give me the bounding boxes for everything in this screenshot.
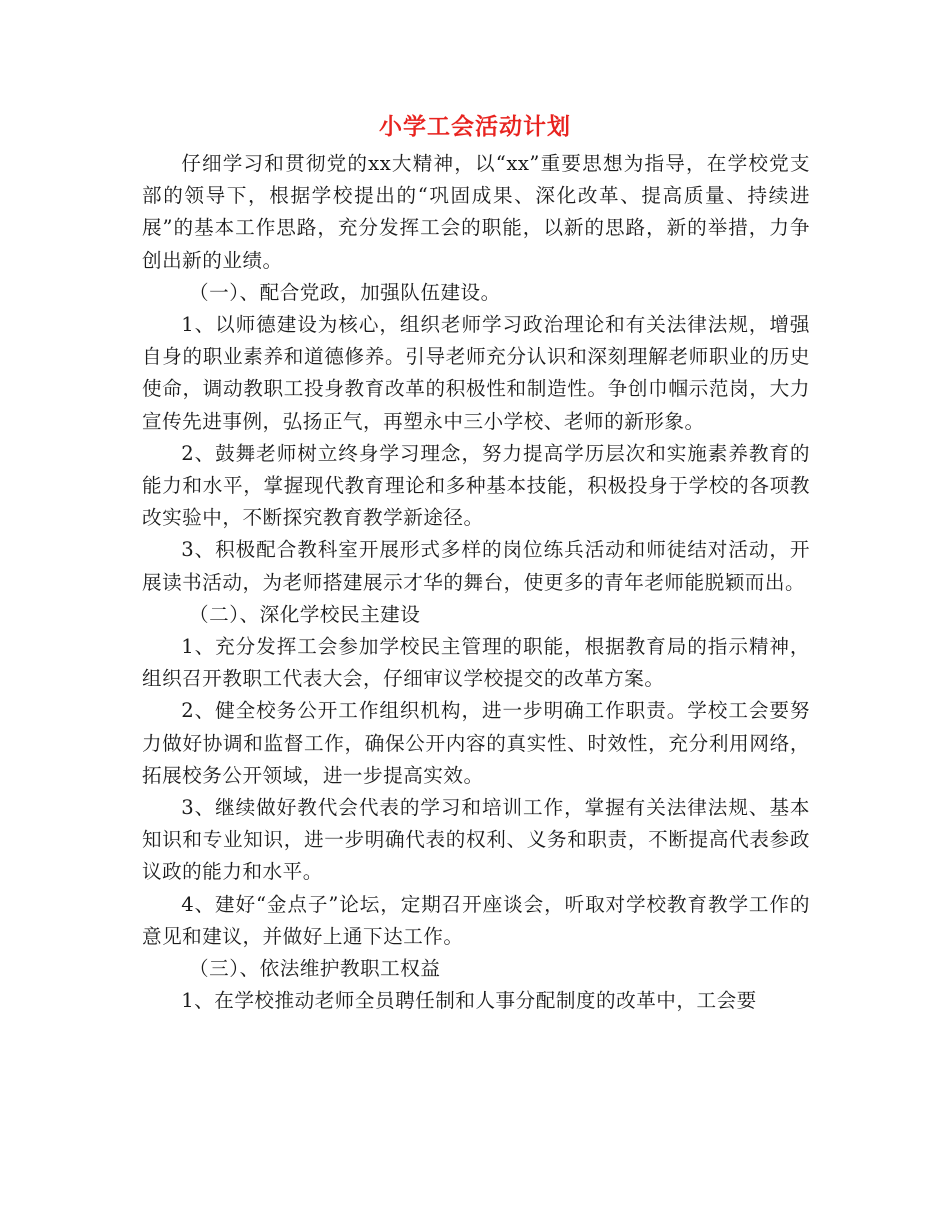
document-title: 小学工会活动计划 (379, 113, 571, 140)
document-body (142, 148, 810, 1017)
section-1-item-2: 2、鼓舞老师树立终身学习理念，努力提高学历层次和实施素养教育的能力和水平，掌握现代教育理论和多种基本技能，积极投身于学校的各项教改实验中，不断探究教育教学新途径。 (142, 441, 810, 530)
section-2-item-2: 2、健全校务公开工作组织机构，进一步明确工作职责。学校工会要努力做好协调和监督工作，确保公开内容的真实性、时效性，充分利用网络，拓展校务公开领域，进一步提高实效。 (142, 699, 810, 787)
section-2-item-3: 3、继续做好教代会代表的学习和培训工作，掌握有关法律法规、基本知识和专业知识，进一步明确代表的权利、义务和职责，不断提高代表参政议政的能力和水平。 (142, 796, 810, 884)
intro-paragraph: 仔细学习和贯彻党的xx大精神，以“xx”重要思想为指导，在学校党支部的领导下，根据学校提出的“巩固成果、深化改革、提高质量、持续进展”的基本工作思路，充分发挥工会的职能，以新的思路，新的举措，力争创出新的业绩。 (142, 152, 810, 272)
section-heading-1: （一）、配合党政，加强队伍建设。 (189, 280, 501, 304)
section-2-item-4: 4、建好“金点子”论坛，定期召开座谈会，听取对学校教育教学工作的意见和建议，并做好上通下达工作。 (142, 892, 810, 948)
section-1-item-3: 3、积极配合教科室开展形式多样的岗位练兵活动和师徒结对活动，开展读书活动，为老师搭建展示才华的舞台，使更多的青年老师能脱颖而出。 (142, 538, 810, 594)
section-3-item-1: 1、在学校推动老师全员聘任制和人事分配制度的改革中，工会要 (181, 989, 757, 1013)
section-heading-3: （三）、依法维护教职工权益 (189, 957, 441, 981)
section-heading-2: （二）、深化学校民主建设 (189, 602, 421, 626)
section-2-item-1: 1、充分发挥工会参加学校民主管理的职能，根据教育局的指示精神，组织召开教职工代表大会，仔细审议学校提交的改革方案。 (142, 635, 810, 691)
section-1-item-1: 1、以师德建设为核心，组织老师学习政治理论和有关法律法规，增强自身的职业素养和道德修养。引导老师充分认识和深刻理解老师职业的历史使命，调动教职工投身教育改革的积极性和制造性。争创巾帼示范岗，大力宣传先进事例，弘扬正气，再塑永中三小学校、老师的新形象。 (142, 313, 810, 433)
